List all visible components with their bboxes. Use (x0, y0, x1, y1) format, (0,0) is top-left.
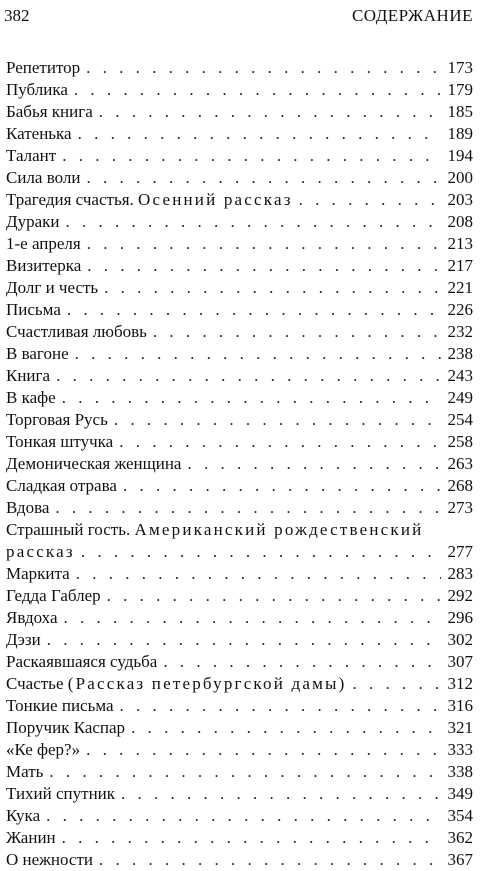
toc-entry (6, 299, 473, 321)
entry-page: 185 (447, 102, 473, 121)
toc-entry (6, 717, 473, 739)
entry-page: 173 (447, 58, 473, 77)
toc-entry (6, 497, 473, 519)
toc-entry (6, 101, 473, 123)
toc-entry (6, 761, 473, 783)
dot-leader (353, 673, 441, 695)
dot-leader (121, 783, 441, 805)
page-number: 382 (4, 6, 30, 25)
dot-leader (56, 365, 441, 387)
entry-page: 302 (447, 630, 473, 649)
entry-subtitle: Американский рождественский (134, 520, 424, 539)
entry-page: 321 (447, 718, 473, 737)
entry-page: 292 (447, 586, 473, 605)
entry-page: 221 (447, 278, 473, 297)
entry-title: Долг и честь (6, 278, 99, 297)
entry-page: 354 (447, 806, 473, 825)
table-of-contents (6, 57, 473, 871)
entry-page: 338 (447, 762, 473, 781)
entry-title: Тихий спутник (6, 784, 116, 803)
entry-title: Счастливая любовь (6, 322, 147, 341)
entry-page: 217 (447, 256, 473, 275)
dot-leader (87, 233, 441, 255)
dot-leader (120, 695, 441, 717)
dot-leader (104, 277, 441, 299)
toc-entry (6, 123, 473, 145)
toc-entry (6, 453, 473, 475)
dot-leader (119, 431, 441, 453)
toc-entry (6, 233, 473, 255)
toc-entry (6, 211, 473, 233)
toc-entry (6, 343, 473, 365)
entry-page: 273 (447, 498, 473, 517)
entry-title: Публика (6, 80, 68, 99)
entry-title: В вагоне (6, 344, 69, 363)
dot-leader (62, 387, 441, 409)
entry-page: 254 (447, 410, 473, 429)
dot-leader (78, 123, 441, 145)
dot-leader (153, 321, 441, 343)
entry-title: Явдоха (6, 608, 58, 627)
dot-leader (74, 79, 441, 101)
entry-title: Счастье (Рассказ петербургской дамы) (6, 674, 347, 693)
toc-entry (6, 167, 473, 189)
entry-page: 362 (447, 828, 473, 847)
entry-page: 238 (447, 344, 473, 363)
entry-page: 243 (447, 366, 473, 385)
entry-title: Демоническая женщина (6, 454, 182, 473)
entry-page: 213 (447, 234, 473, 253)
dot-leader (47, 629, 441, 651)
toc-entry (6, 563, 473, 585)
dot-leader (114, 409, 441, 431)
dot-leader (299, 189, 441, 211)
toc-entry (6, 827, 473, 849)
dot-leader (187, 453, 441, 475)
entry-page: 194 (447, 146, 473, 165)
entry-page: 232 (447, 322, 473, 341)
dot-leader (81, 541, 441, 563)
entry-title: Визитерка (6, 256, 82, 275)
dot-leader (86, 739, 441, 761)
entry-page: 200 (447, 168, 473, 187)
entry-title: 1-е апреля (6, 234, 81, 253)
entry-title: В кафе (6, 388, 56, 407)
toc-entry (6, 79, 473, 101)
entry-page: 268 (447, 476, 473, 495)
entry-title: Книга (6, 366, 51, 385)
dot-leader (86, 57, 441, 79)
toc-entry (6, 189, 473, 211)
toc-entry (6, 255, 473, 277)
toc-entry (6, 541, 473, 563)
entry-page: 283 (447, 564, 473, 583)
dot-leader (49, 761, 441, 783)
entry-page: 263 (447, 454, 473, 473)
page-header (4, 6, 473, 30)
entry-title: Бабья книга (6, 102, 93, 121)
entry-page: 203 (447, 190, 473, 209)
dot-leader (75, 343, 441, 365)
entry-title: Мать (6, 762, 44, 781)
entry-page: 296 (447, 608, 473, 627)
dot-leader (66, 211, 442, 233)
toc-entry (6, 849, 473, 871)
dot-leader (99, 849, 441, 871)
toc-entry (6, 739, 473, 761)
entry-title: Раскаявшаяся судьба (6, 652, 158, 671)
toc-entry (6, 585, 473, 607)
dot-leader (99, 101, 441, 123)
entry-title: Дэзи (6, 630, 41, 649)
entry-title: Талант (6, 146, 57, 165)
entry-page: 316 (447, 696, 473, 715)
entry-page: 249 (447, 388, 473, 407)
dot-leader (123, 475, 441, 497)
toc-entry (6, 607, 473, 629)
dot-leader (86, 167, 441, 189)
entry-title: Тонкая штучка (6, 432, 114, 451)
entry-page: 333 (447, 740, 473, 759)
dot-leader (64, 607, 442, 629)
toc-entry (6, 365, 473, 387)
entry-title: Трагедия счастья. Осенний рассказ (6, 190, 293, 209)
toc-entry (6, 145, 473, 167)
toc-entry (6, 783, 473, 805)
dot-leader (62, 145, 441, 167)
entry-page: 307 (447, 652, 473, 671)
entry-title: Письма (6, 300, 61, 319)
toc-entry (6, 277, 473, 299)
dot-leader (107, 585, 441, 607)
dot-leader (46, 805, 441, 827)
entry-title: Сладкая отрава (6, 476, 117, 495)
toc-entry (6, 409, 473, 431)
entry-title: Жанин (6, 828, 56, 847)
entry-title: Дураки (6, 212, 60, 231)
toc-entry (6, 651, 473, 673)
dot-leader (163, 651, 441, 673)
entry-page: 258 (447, 432, 473, 451)
entry-title: Сила воли (6, 168, 81, 187)
toc-entry (6, 695, 473, 717)
dot-leader (131, 717, 441, 739)
entry-title: Катенька (6, 124, 72, 143)
entry-page: 189 (447, 124, 473, 143)
toc-entry (6, 321, 473, 343)
entry-page: 208 (447, 212, 473, 231)
entry-title: Гедда Габлер (6, 586, 101, 605)
entry-page: 179 (447, 80, 473, 99)
section-title: СОДЕРЖАНИЕ (351, 6, 473, 25)
toc-entry (6, 629, 473, 651)
entry-page: 277 (447, 542, 473, 561)
entry-title: Поручик Каспар (6, 718, 126, 737)
entry-page: 367 (447, 850, 473, 869)
toc-entry (6, 57, 473, 79)
entry-title: «Ке фер?» (6, 740, 81, 759)
entry-title: О нежности (6, 850, 94, 869)
dot-leader (87, 255, 441, 277)
entry-title: Вдова (6, 498, 50, 517)
toc-entry (6, 805, 473, 827)
entry-subtitle: (Рассказ петербургской дамы) (67, 674, 347, 693)
entry-title: Кука (6, 806, 41, 825)
entry-title: Страшный гость. (6, 520, 131, 539)
toc-entry (6, 387, 473, 409)
entry-page: 312 (447, 674, 473, 693)
dot-leader (55, 497, 441, 519)
entry-title: Торговая Русь (6, 410, 108, 429)
entry-title: Репетитор (6, 58, 81, 77)
entry-page: 349 (447, 784, 473, 803)
toc-entry-first-line (6, 519, 473, 541)
dot-leader (76, 563, 441, 585)
entry-page: 226 (447, 300, 473, 319)
dot-leader (67, 299, 441, 321)
toc-entry (6, 673, 473, 695)
entry-title: Маркита (6, 564, 70, 583)
dot-leader (62, 827, 441, 849)
entry-title: Тонкие письма (6, 696, 114, 715)
toc-entry (6, 431, 473, 453)
toc-entry (6, 475, 473, 497)
entry-subtitle-continued: рассказ (6, 542, 75, 561)
entry-subtitle: Осенний рассказ (138, 190, 293, 209)
